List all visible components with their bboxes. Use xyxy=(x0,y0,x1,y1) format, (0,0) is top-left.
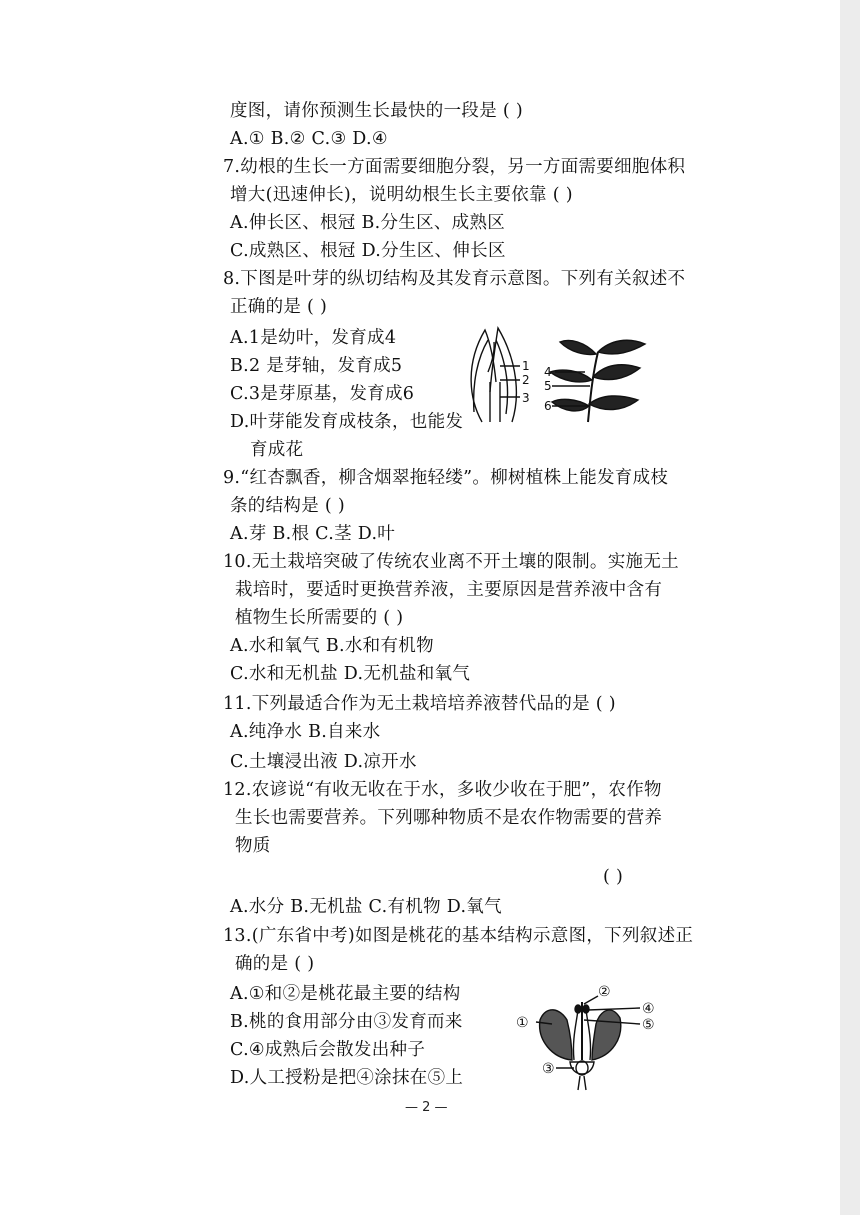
q11-options2: C.土壤浸出液 D.凉开水 xyxy=(230,752,417,772)
q7-options2: C.成熟区、根冠 D.分生区、伸长区 xyxy=(230,241,506,261)
bud-label-1: 1 xyxy=(522,359,530,373)
flower-label-5: ⑤ xyxy=(642,1017,655,1033)
q9-line2: 条的结构是 ( ) xyxy=(230,496,345,516)
q12-answer-blank: ( ) xyxy=(603,867,624,887)
q13-option-d: D.人工授粉是把④涂抹在⑤上 xyxy=(230,1068,464,1088)
q12-line2: 生长也需要营养。下列哪种物质不是农作物需要的营养 xyxy=(235,808,663,828)
q13-line1: 13.(广东省中考)如图是桃花的基本结构示意图，下列叙述正 xyxy=(223,926,694,946)
q9-options: A.芽 B.根 C.茎 D.叶 xyxy=(230,524,396,544)
q6-line2: 度图，请你预测生长最快的一段是 ( ) xyxy=(230,101,523,121)
q6-options: A.① B.② C.③ D.④ xyxy=(230,129,388,149)
q11-line1: 11.下列最适合作为无土栽培培养液替代品的是 ( ) xyxy=(223,694,616,714)
q13-option-b: B.桃的食用部分由③发育而来 xyxy=(230,1012,463,1032)
q8-option-d-line2: 育成花 xyxy=(250,440,304,460)
leaf-bud-figure xyxy=(460,322,660,427)
flower-label-2: ② xyxy=(598,984,611,1000)
peach-flower-figure xyxy=(512,980,662,1092)
shoot-label-4: 4 xyxy=(544,365,552,379)
page-number: — 2 — xyxy=(405,1100,448,1115)
shoot-label-6: 6 xyxy=(544,399,552,413)
q9-line1: 9.“红杏飘香，柳含烟翠拖轻缕”。柳树植株上能发育成枝 xyxy=(223,468,669,488)
q7-line2: 增大(迅速伸长)，说明幼根生长主要依靠 ( ) xyxy=(230,185,573,205)
q10-options2: C.水和无机盐 D.无机盐和氧气 xyxy=(230,664,471,684)
shoot-label-5: 5 xyxy=(544,379,552,393)
q8-option-a: A.1是幼叶，发育成4 xyxy=(230,328,397,348)
flower-label-1: ① xyxy=(516,1015,529,1031)
q12-line1: 12.农谚说“有收无收在于水，多收少收在于肥”，农作物 xyxy=(223,780,662,800)
bud-label-3: 3 xyxy=(522,391,530,405)
bud-label-2: 2 xyxy=(522,373,530,387)
q8-line1: 8.下图是叶芽的纵切结构及其发育示意图。下列有关叙述不 xyxy=(223,269,686,289)
q7-options1: A.伸长区、根冠 B.分生区、成熟区 xyxy=(230,213,506,233)
q13-option-a: A.①和②是桃花最主要的结构 xyxy=(230,984,461,1004)
q12-line3: 物质 xyxy=(235,836,271,856)
q10-line1: 10.无土栽培突破了传统农业离不开土壤的限制。实施无土 xyxy=(223,552,679,572)
q11-options1: A.纯净水 B.自来水 xyxy=(230,722,381,742)
scrollbar[interactable] xyxy=(840,0,860,1215)
q10-line3: 植物生长所需要的 ( ) xyxy=(235,608,404,628)
q8-option-c: C.3是芽原基，发育成6 xyxy=(230,384,415,404)
q10-options1: A.水和氧气 B.水和有机物 xyxy=(230,636,434,656)
q13-option-c: C.④成熟后会散发出种子 xyxy=(230,1040,426,1060)
q8-option-b: B.2 是芽轴，发育成5 xyxy=(230,356,403,376)
q7-line1: 7.幼根的生长一方面需要细胞分裂，另一方面需要细胞体积 xyxy=(223,157,686,177)
q12-options: A.水分 B.无机盐 C.有机物 D.氧气 xyxy=(230,897,502,917)
flower-label-4: ④ xyxy=(642,1001,655,1017)
flower-label-3: ③ xyxy=(542,1061,555,1077)
q13-line2: 确的是 ( ) xyxy=(235,954,315,974)
q8-option-d-line1: D.叶芽能发育成枝条，也能发 xyxy=(230,412,464,432)
q10-line2: 栽培时，要适时更换营养液，主要原因是营养液中含有 xyxy=(235,580,663,600)
q8-line2: 正确的是 ( ) xyxy=(230,297,328,317)
